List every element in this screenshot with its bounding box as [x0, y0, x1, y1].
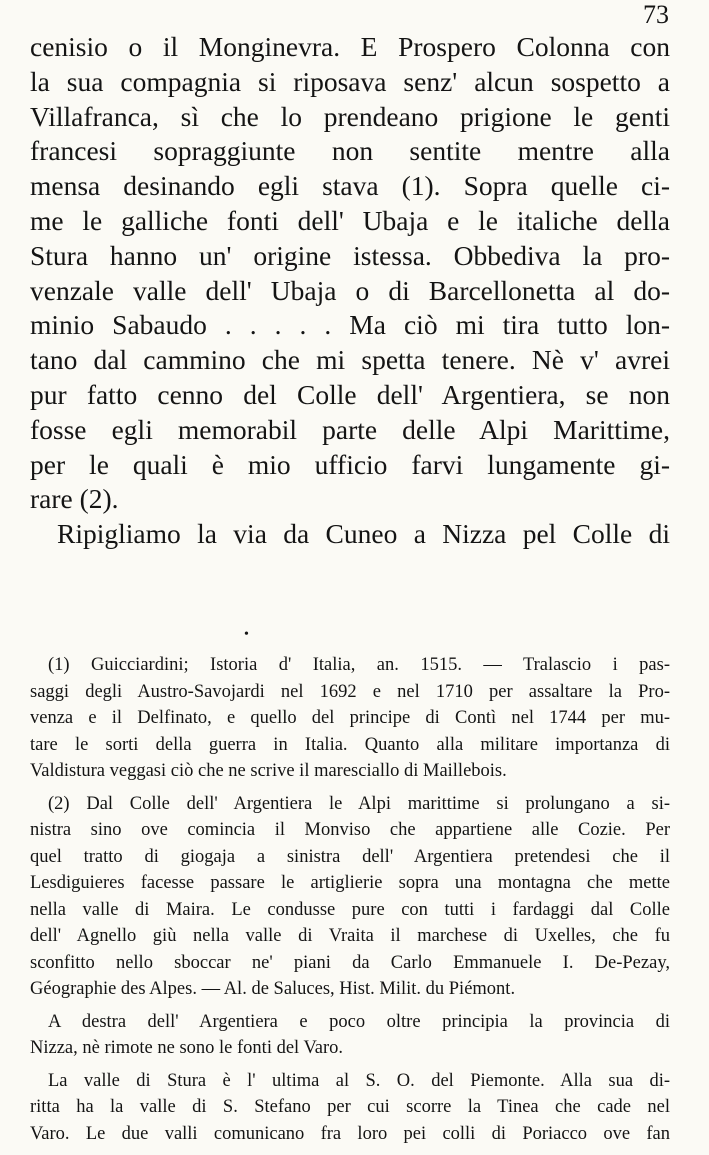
footnote-line: Valdistura veggasi ciò che ne scrive il maresciallo di Maillebois.: [30, 761, 507, 781]
footnote-1: [30, 652, 670, 785]
footnote-line: A destra dell' Argentiera e poco oltre principia la provincia di: [48, 1011, 670, 1032]
text-line: me le galliche fonti dell' Ubaja e le italiche della: [30, 204, 670, 236]
footnote-2: [30, 791, 670, 1003]
text-line: francesi sopraggiunte non sentite mentre alla: [30, 135, 670, 167]
footnote-line: saggi degli Austro-Savojardi nel 1692 e nel 1710 per assaltare la Pro-: [30, 681, 670, 702]
footnote-line: sconfitto nello sboccar ne' piani da Carlo Emmanuele I. De-Pezay,: [30, 952, 670, 973]
footnote-line: Géographie des Alpes. — Al. de Saluces, Hist. Milit. du Piémont.: [30, 979, 516, 999]
text-line: fosse egli memorabil parte delle Alpi Marittime,: [30, 413, 670, 445]
footnote-line: Nizza, nè rimote ne sono le fonti del Varo.: [30, 1038, 344, 1058]
paragraph-start-line: Ripigliamo la via da Cuneo a Nizza pel Colle di: [57, 518, 670, 550]
footnote-line: venza e il Delfinato, e quello del principe di Contì nel 1744 per mu-: [30, 708, 670, 728]
footnotes: [30, 652, 670, 1147]
footnote-line: quel tratto di giogaja a sinistra dell' Argentiera pretendesi che il: [30, 846, 670, 867]
text-line: cenisio o il Monginevra. E Prospero Colonna con: [30, 31, 670, 62]
footnote-line: Varo. Le due valli comunicano fra loro pei colli di Poriacco ove fan: [30, 1123, 670, 1144]
page-number: 73: [643, 0, 669, 29]
text-line: la sua compagnia si riposava senz' alcun sospetto a: [30, 65, 670, 97]
footnote-line: (1) Guicciardini; Istoria d' Italia, an. 1515. — Tralascio i pas-: [48, 655, 670, 675]
text-line: tano dal cammino che mi spetta tenere. Nè v' avrei: [30, 344, 670, 376]
footnote-paragraph: [30, 1068, 670, 1148]
text-line: pur fatto cenno del Colle dell' Argentiera, se non: [30, 378, 670, 410]
text-line: rare (2).: [30, 483, 119, 515]
footnote-line: Lesdiguieres facesse passare le artiglierie sopra una montagna che mette: [30, 873, 670, 893]
main-text: [30, 30, 670, 552]
footnote-line: ritta ha la valle di S. Stefano per cui scorre la Tinea che cade nel: [30, 1097, 670, 1117]
text-line: Villafranca, sì che lo prendeano prigione le genti: [30, 100, 670, 132]
text-line: minio Sabaudo . . . . . Ma ciò mi tira tutto lon-: [30, 309, 670, 341]
footnote-line: nistra sino ove comincia il Monviso che appartiene alle Cozie. Per: [30, 820, 670, 840]
footnote-paragraph: [30, 1009, 670, 1062]
footnote-line: nella valle di Maira. Le condusse pure con tutti i fardaggi dal Colle: [30, 899, 670, 920]
text-line: Stura hanno un' origine istessa. Obbediva la pro-: [30, 239, 670, 271]
footnote-line: (2) Dal Colle dell' Argentiera le Alpi marittime si prolungano a si-: [48, 793, 670, 814]
footnote-line: tare le sorti della guerra in Italia. Quanto alla militare importanza di: [30, 734, 670, 755]
text-line: mensa desinando egli stava (1). Sopra quelle ci-: [30, 170, 670, 202]
footnote-separator-mark: •: [244, 627, 249, 642]
footnote-line: La valle di Stura è l' ultima al S. O. del Piemonte. Alla sua di-: [48, 1070, 670, 1091]
text-line: per le quali è mio ufficio farvi lungamente gi-: [30, 448, 670, 480]
text-line: venzale valle dell' Ubaja o di Barcellonetta al do-: [30, 274, 670, 306]
footnote-line: dell' Agnello giù nella valle di Vraita il marchese di Uxelles, che fu: [30, 926, 670, 946]
